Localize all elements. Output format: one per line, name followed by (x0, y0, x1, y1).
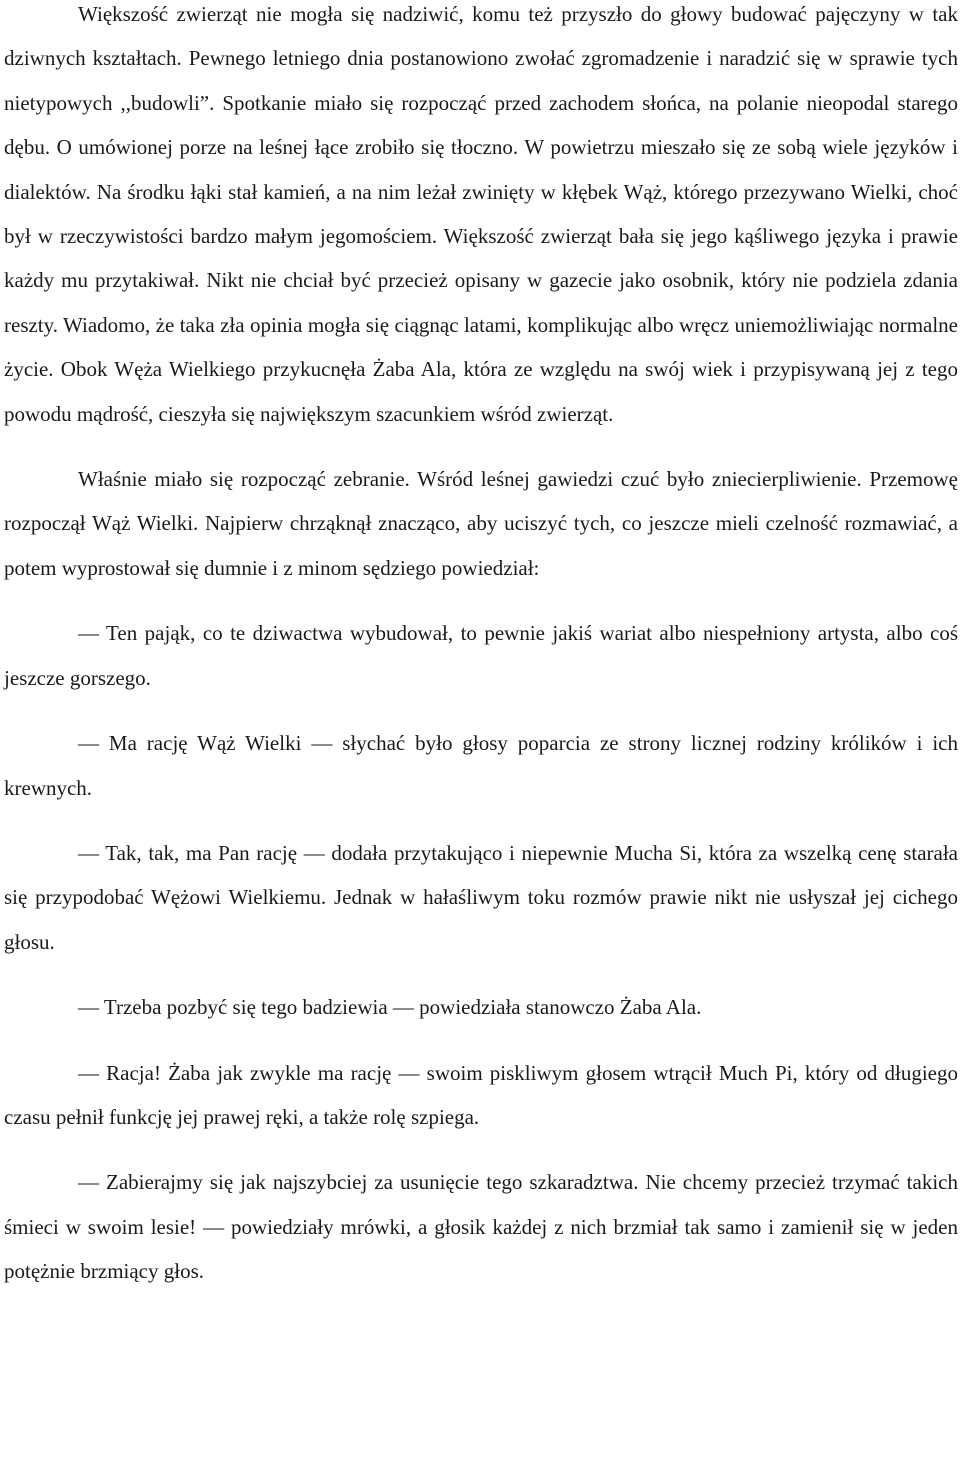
dialogue-line-3: — Tak, tak, ma Pan rację — dodała przytakująco i niepewnie Mucha Si, która za wszelką cenę starała się przypodobać Wężowi Wielkiemu. Jednak w hałaśliwym toku rozmów prawie nikt nie usłyszał jej cichego głosu. (4, 840, 958, 954)
dialogue-line-4: — Trzeba pozbyć się tego badziewia — powiedziała stanowczo Żaba Ala. (78, 995, 702, 1020)
dialogue-line-5: — Racja! Żaba jak zwykle ma rację — swoim piskliwym głosem wtrącił Much Pi, który od długiego czasu pełnił funkcję jej prawej ręki, a także rolę szpiega. (4, 1060, 958, 1129)
dialogue-line-6: — Zabierajmy się jak najszybciej za usunięcie tego szkaradztwa. Nie chcemy przecież trzymać takich śmieci w swoim lesie! — powiedziały mrówki, a głosik każdej z nich brzmiał tak samo i zamienił się w jeden potężnie brzmiący głos. (4, 1170, 958, 1284)
paragraph-2: Właśnie miało się rozpocząć zebranie. Wśród leśnej gawiedzi czuć było zniecierpliwienie. Przemowę rozpoczął Wąż Wielki. Najpierw chrząknął znacząco, aby uciszyć tych, co jeszcze mieli czelność rozmawiać, a potem wyprostował się dumnie i z minom sędziego powiedział: (4, 467, 958, 580)
paragraph-1: Większość zwierząt nie mogła się nadziwić, komu też przyszło do głowy budować pajęczyny w tak dziwnych kształtach. Pewnego letniego dnia postanowiono zwołać zgromadzenie i naradzić się w sprawie tych nietypowych ,,budowli”. Spotkanie miało się rozpocząć przed zachodem słońca, na polanie nieopodal starego dębu. O umówionej porze na leśnej łące zrobiło się tłoczno. W powietrzu mieszało się ze sobą wiele języków i dialektów. Na środku łąki stał kamień, a na nim leżał zwinięty w kłębek Wąż, którego przezywano Wielki, choć był w rzeczywistości bardzo małym jegomościem. Większość zwierząt bała się jego kąśliwego języka i prawie każdy mu przytakiwał. Nikt nie chciał być przecież opisany w gazecie jako osobnik, który nie podziela zdania reszty. Wiadomo, że taka zła opinia mogła się ciągnąc latami, komplikując albo wręcz uniemożliwiając normalne życie. Obok Węża Wielkiego przykucnęła Żaba Ala, która ze względu na swój wiek i przypisywaną jej z tego powodu mądrość, cieszyła się największym szacunkiem wśród zwierząt. (4, 2, 958, 426)
dialogue-line-1: — Ten pająk, co te dziwactwa wybudował, to pewnie jakiś wariat albo niespełniony artysta, albo coś jeszcze gorszego. (4, 621, 958, 690)
dialogue-line-2: — Ma rację Wąż Wielki — słychać było głosy poparcia ze strony licznej rodziny królików i ich krewnych. (4, 731, 958, 800)
